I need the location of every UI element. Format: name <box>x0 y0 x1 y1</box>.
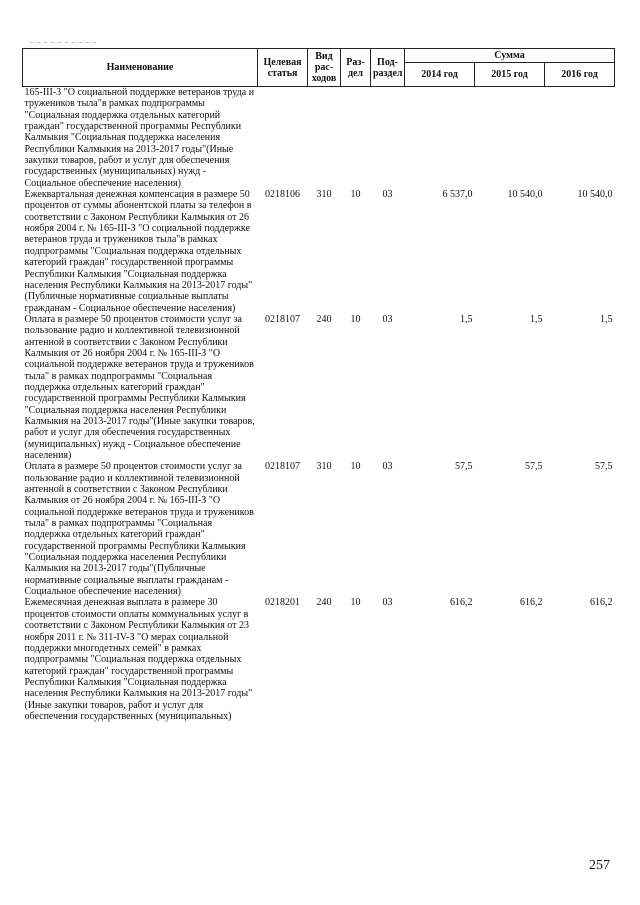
header-article: Целевая статья <box>258 49 308 87</box>
row-subsection: 03 <box>382 313 393 325</box>
header-name: Наименование <box>23 49 258 87</box>
row-article: 0218107 <box>265 313 300 325</box>
header-year-2016: 2016 год <box>545 63 615 87</box>
row-subsection: 03 <box>382 597 393 609</box>
page-number: 257 <box>589 858 610 873</box>
row-subsection: 03 <box>382 461 393 473</box>
row-article: 0218107 <box>265 461 300 473</box>
row-sum-2016: 10 540,0 <box>577 189 613 201</box>
header-section: Раз-дел <box>341 49 371 87</box>
header-year-2015: 2015 год <box>475 63 545 87</box>
row-article: 0218201 <box>265 597 300 609</box>
header-year-2014: 2014 год <box>405 63 475 87</box>
row-section: 10 <box>350 189 361 201</box>
row-expense-type: 310 <box>316 461 332 473</box>
row-sum-2014: 616,2 <box>450 597 473 609</box>
row-name: Оплата в размере 50 процентов стоимости услуг за пользование радио и коллективной телевизионной антенной в соответствии с Законом Республики Калмыкия от 26 ноября 2004 г. № 165-III-З "О социальной поддержке ветеранов труда и тружеников тыла" в рамках подпрограммы "Социальная поддержка отдельных категорий граждан" государственной программы Республики Калмыкия "Социальная поддержка населения Республики Калмыкия на 2013-2017 годы"(Иные закупки товаров, работ и услуг для обеспечения государственных (муниципальных) нужд - Социальное обеспечение населения) <box>24 313 255 461</box>
row-name: Ежеквартальная денежная компенсация в размере 50 процентов от суммы абонентской платы за телефон в соответствии с Законом Республики Калмыкия от 26 ноября 2004 г. № 165-III-З "О социальной поддержке ветеранов труда и тружеников тыла"в рамках подпрограммы "Социальная поддержка отдельных категорий граждан" государственной программы Республики Калмыкия "Социальная поддержка населения Республики Калмыкия на 2013-2017 годы"(Публичные нормативные социальные выплаты гражданам - Социальное обеспечение населения) <box>24 189 253 314</box>
row-sum-2015: 57,5 <box>525 461 543 473</box>
row-name: 165-III-З "О социальной поддержке ветеранов труда и тружеников тыла"в рамках подпрограммы "Социальная поддержка отдельных категорий граждан" государственной программы Республики Калмыкия "Социальная поддержка населения Республики Калмыкия на 2013-2017 годы"(Иные закупки товаров, работ и услуг для обеспечения государственных (муниципальных) нужд - Социальное обеспечение населения) <box>24 87 255 189</box>
row-article <box>258 87 308 190</box>
row-sum-2014: 1,5 <box>460 313 473 325</box>
row-sum-2015: 10 540,0 <box>507 189 543 201</box>
row-article: 0218106 <box>265 189 300 201</box>
row-section: 10 <box>350 461 361 473</box>
table-row <box>23 189 615 314</box>
row-expense-type: 240 <box>316 313 332 325</box>
row-name: Ежемесячная денежная выплата в размере 30 процентов стоимости оплаты коммунальных услуг в соответствии с Законом Республики Калмыкия от 23 ноября 2011 г. № 311-IV-З "О мерах социальной поддержки многодетных семей" в рамках подпрограммы "Социальная поддержка отдельных категорий граждан" государственной программы Республики Калмыкия "Социальная поддержка населения Республики Калмыкия на 2013-2017 годы"(Иные закупки товаров, работ и услуг для обеспечения государственных (муниципальных) <box>24 597 253 722</box>
scan-artifact <box>30 42 100 43</box>
row-expense-type <box>308 87 341 190</box>
budget-table <box>22 48 615 722</box>
row-sum-2015 <box>475 87 545 190</box>
table-row <box>23 597 615 722</box>
row-sum-2014 <box>405 87 475 190</box>
row-sum-2015: 616,2 <box>520 597 543 609</box>
row-section: 10 <box>350 313 361 325</box>
row-sum-2014: 57,5 <box>455 461 473 473</box>
row-subsection <box>371 87 405 190</box>
table-row <box>23 461 615 597</box>
row-sum-2016: 1,5 <box>600 313 613 325</box>
row-expense-type: 240 <box>316 597 332 609</box>
row-expense-type: 310 <box>316 189 332 201</box>
row-sum-2016: 57,5 <box>595 461 613 473</box>
row-section: 10 <box>350 597 361 609</box>
table-row <box>23 314 615 461</box>
row-name: Оплата в размере 50 процентов стоимости услуг за пользование радио и коллективной телевизионной антенной в соответствии с Законом Республики Калмыкия от 26 ноября 2004 г. № 165-III-З "О социальной поддержке ветеранов труда и тружеников тыла" в рамках подпрограммы "Социальная поддержка отдельных категорий граждан" государственной программы Республики Калмыкия "Социальная поддержка населения Республики Калмыкия на 2013-2017 годы"(Публичные нормативные социальные выплаты гражданам - Социальное обеспечение населения) <box>24 461 254 598</box>
header-expense-type: Вид рас-ходов <box>308 49 341 87</box>
row-sum-2016: 616,2 <box>590 597 613 609</box>
row-subsection: 03 <box>382 189 393 201</box>
header-sum: Сумма <box>405 49 615 63</box>
header-subsection: Под-раздел <box>371 49 405 87</box>
row-sum-2016 <box>545 87 615 190</box>
row-sum-2015: 1,5 <box>530 313 543 325</box>
table-row <box>23 87 615 190</box>
row-sum-2014: 6 537,0 <box>442 189 473 201</box>
row-section <box>341 87 371 190</box>
